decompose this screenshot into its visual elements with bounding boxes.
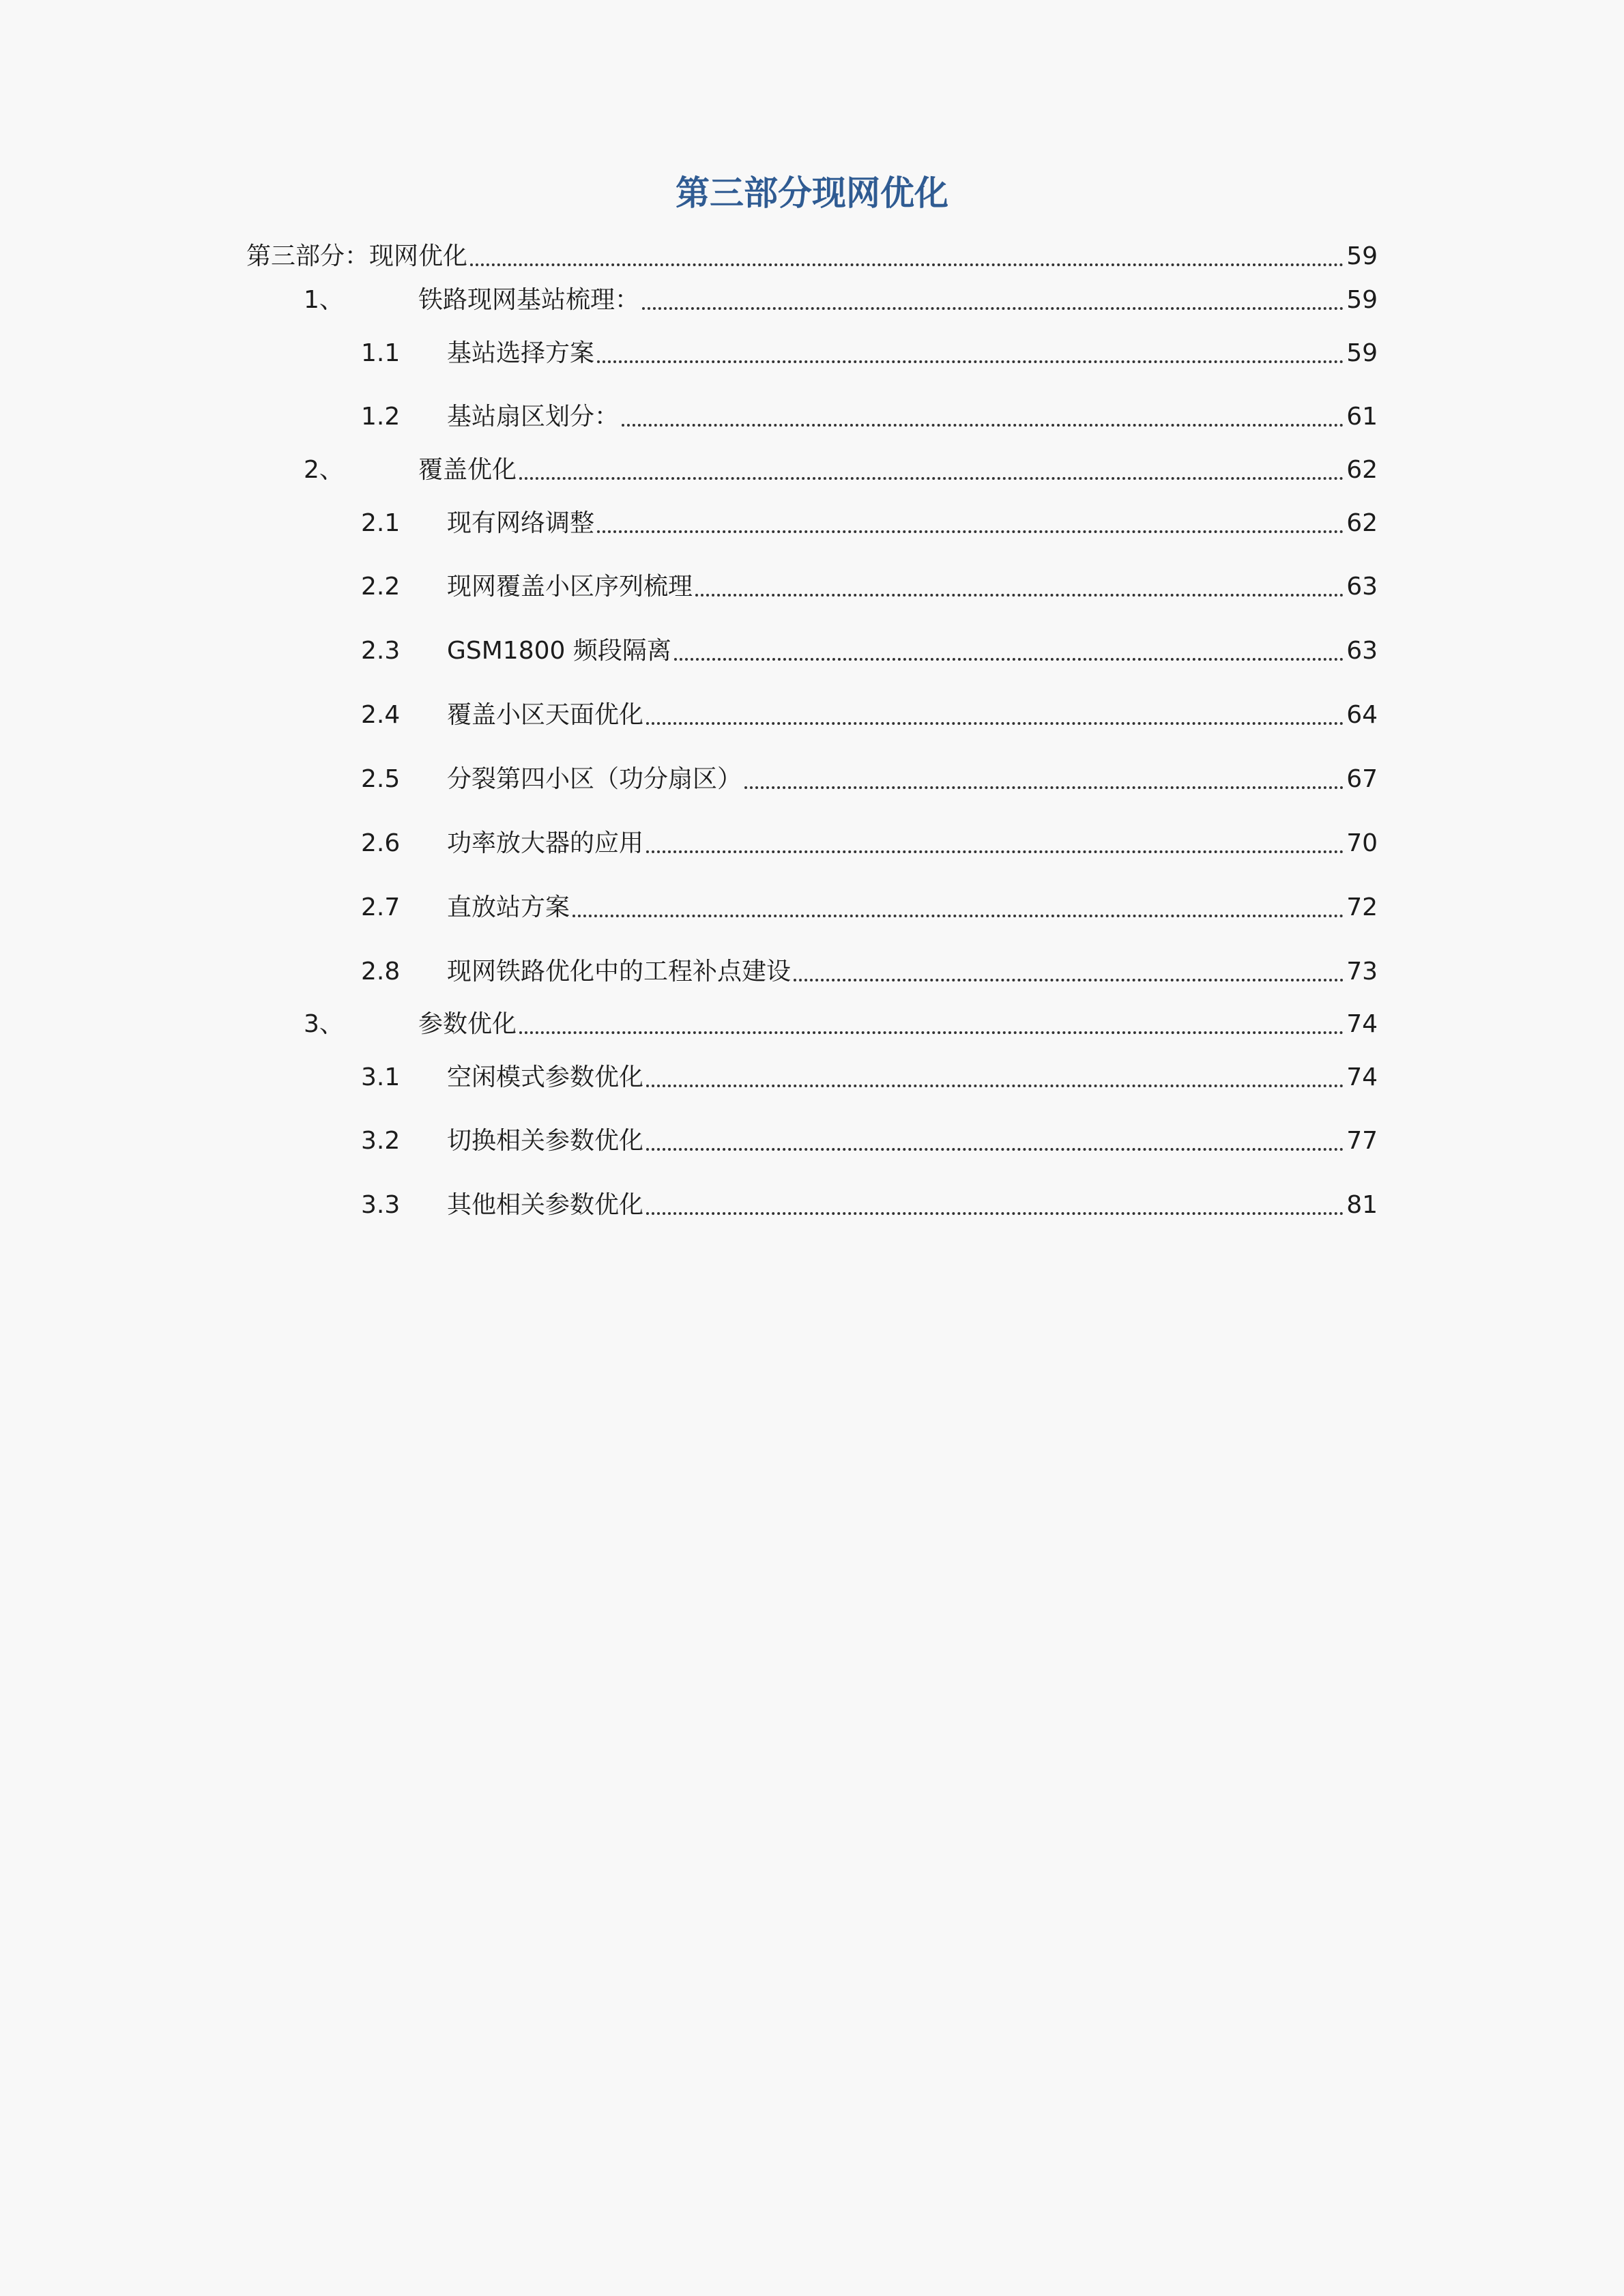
toc-label: 基站选择方案 [447, 339, 595, 367]
toc-page-number: 81 [1346, 1191, 1378, 1219]
toc-number: 2.5 [361, 765, 401, 793]
toc-entry[interactable] [304, 1008, 1378, 1041]
toc-label: 其他相关参数优化 [447, 1191, 644, 1219]
toc-leader [646, 1148, 1344, 1151]
toc-entry[interactable] [304, 454, 1378, 487]
toc-page-number: 62 [1346, 509, 1378, 537]
toc-entry[interactable] [361, 891, 1378, 924]
toc-page-number: 59 [1346, 286, 1378, 314]
toc-leader [519, 1031, 1344, 1034]
toc-label: 基站扇区划分： [447, 403, 620, 431]
toc-label: 现有网络调整 [447, 509, 595, 537]
toc-label: 第三部分：现网优化 [246, 242, 468, 270]
toc-leader [695, 594, 1344, 597]
toc-leader [597, 530, 1344, 533]
toc-leader [597, 360, 1344, 363]
toc-number: 2.3 [361, 637, 401, 665]
toc-number: 1.1 [361, 339, 401, 367]
toc-page-number: 63 [1346, 637, 1378, 665]
toc-label: 现网铁路优化中的工程补点建设 [447, 958, 792, 986]
toc-label: 参数优化 [418, 1010, 517, 1038]
toc-number: 3.2 [361, 1127, 401, 1155]
toc-label: 铁路现网基站梳理： [418, 286, 640, 314]
toc-label: 功率放大器的应用 [447, 829, 644, 857]
toc-entry[interactable] [361, 956, 1378, 988]
toc-label: 覆盖小区天面优化 [447, 701, 644, 729]
toc-entry[interactable] [361, 699, 1378, 732]
toc-page-number: 74 [1346, 1010, 1378, 1038]
toc-page-number: 77 [1346, 1127, 1378, 1155]
toc-number: 3.3 [361, 1191, 401, 1219]
toc-number: 3、 [304, 1010, 344, 1038]
toc-label: GSM1800 频段隔离 [447, 637, 671, 665]
toc-entry[interactable] [361, 401, 1378, 433]
toc-number: 2.4 [361, 701, 401, 729]
toc-leader [646, 722, 1344, 725]
toc-label: 现网覆盖小区序列梳理 [447, 573, 693, 601]
toc-leader [674, 658, 1344, 661]
toc-label: 空闲模式参数优化 [447, 1063, 644, 1091]
toc-leader [519, 477, 1344, 480]
toc-page-number: 62 [1346, 456, 1378, 484]
toc-page-number: 63 [1346, 573, 1378, 601]
toc-number: 2.6 [361, 829, 401, 857]
toc-entry[interactable] [361, 1061, 1378, 1094]
toc-label: 分裂第四小区（功分扇区） [447, 765, 742, 793]
toc-entry[interactable] [361, 571, 1378, 603]
toc-entry[interactable] [304, 284, 1378, 317]
toc-entry[interactable] [361, 1189, 1378, 1222]
toc-leader [622, 424, 1344, 427]
toc-page-number: 67 [1346, 765, 1378, 793]
toc-label: 直放站方案 [447, 893, 570, 921]
toc-number: 2.2 [361, 573, 401, 601]
toc-page-number: 64 [1346, 701, 1378, 729]
toc-entry[interactable] [361, 635, 1378, 668]
toc-page-number: 74 [1346, 1063, 1378, 1091]
toc-page-number: 61 [1346, 403, 1378, 431]
toc-number: 2.1 [361, 509, 401, 537]
toc-entry[interactable] [361, 507, 1378, 540]
toc-page-number: 59 [1346, 242, 1378, 270]
toc-leader [572, 915, 1344, 917]
toc-entry[interactable] [361, 827, 1378, 860]
toc-entry[interactable] [361, 1125, 1378, 1158]
toc-leader [470, 263, 1344, 266]
toc-number: 2.8 [361, 958, 401, 986]
toc-leader [642, 307, 1344, 310]
toc-page-number: 59 [1346, 339, 1378, 367]
toc-entry[interactable] [246, 240, 1378, 273]
toc-leader [646, 850, 1344, 853]
toc-page-number: 72 [1346, 893, 1378, 921]
toc-leader [794, 979, 1344, 981]
toc-leader [646, 1085, 1344, 1087]
toc-leader [744, 786, 1344, 789]
toc-label: 切换相关参数优化 [447, 1127, 644, 1155]
toc-page-number: 70 [1346, 829, 1378, 857]
toc-entry[interactable] [361, 763, 1378, 796]
toc-entry[interactable] [361, 337, 1378, 370]
toc-page-number: 73 [1346, 958, 1378, 986]
page-title: 第三部分现网优化 [676, 173, 948, 213]
toc-number: 1.2 [361, 403, 401, 431]
toc-number: 2.7 [361, 893, 401, 921]
toc-number: 2、 [304, 456, 344, 484]
toc-number: 3.1 [361, 1063, 401, 1091]
toc-number: 1、 [304, 286, 344, 314]
toc-label: 覆盖优化 [418, 456, 517, 484]
toc-leader [646, 1212, 1344, 1215]
